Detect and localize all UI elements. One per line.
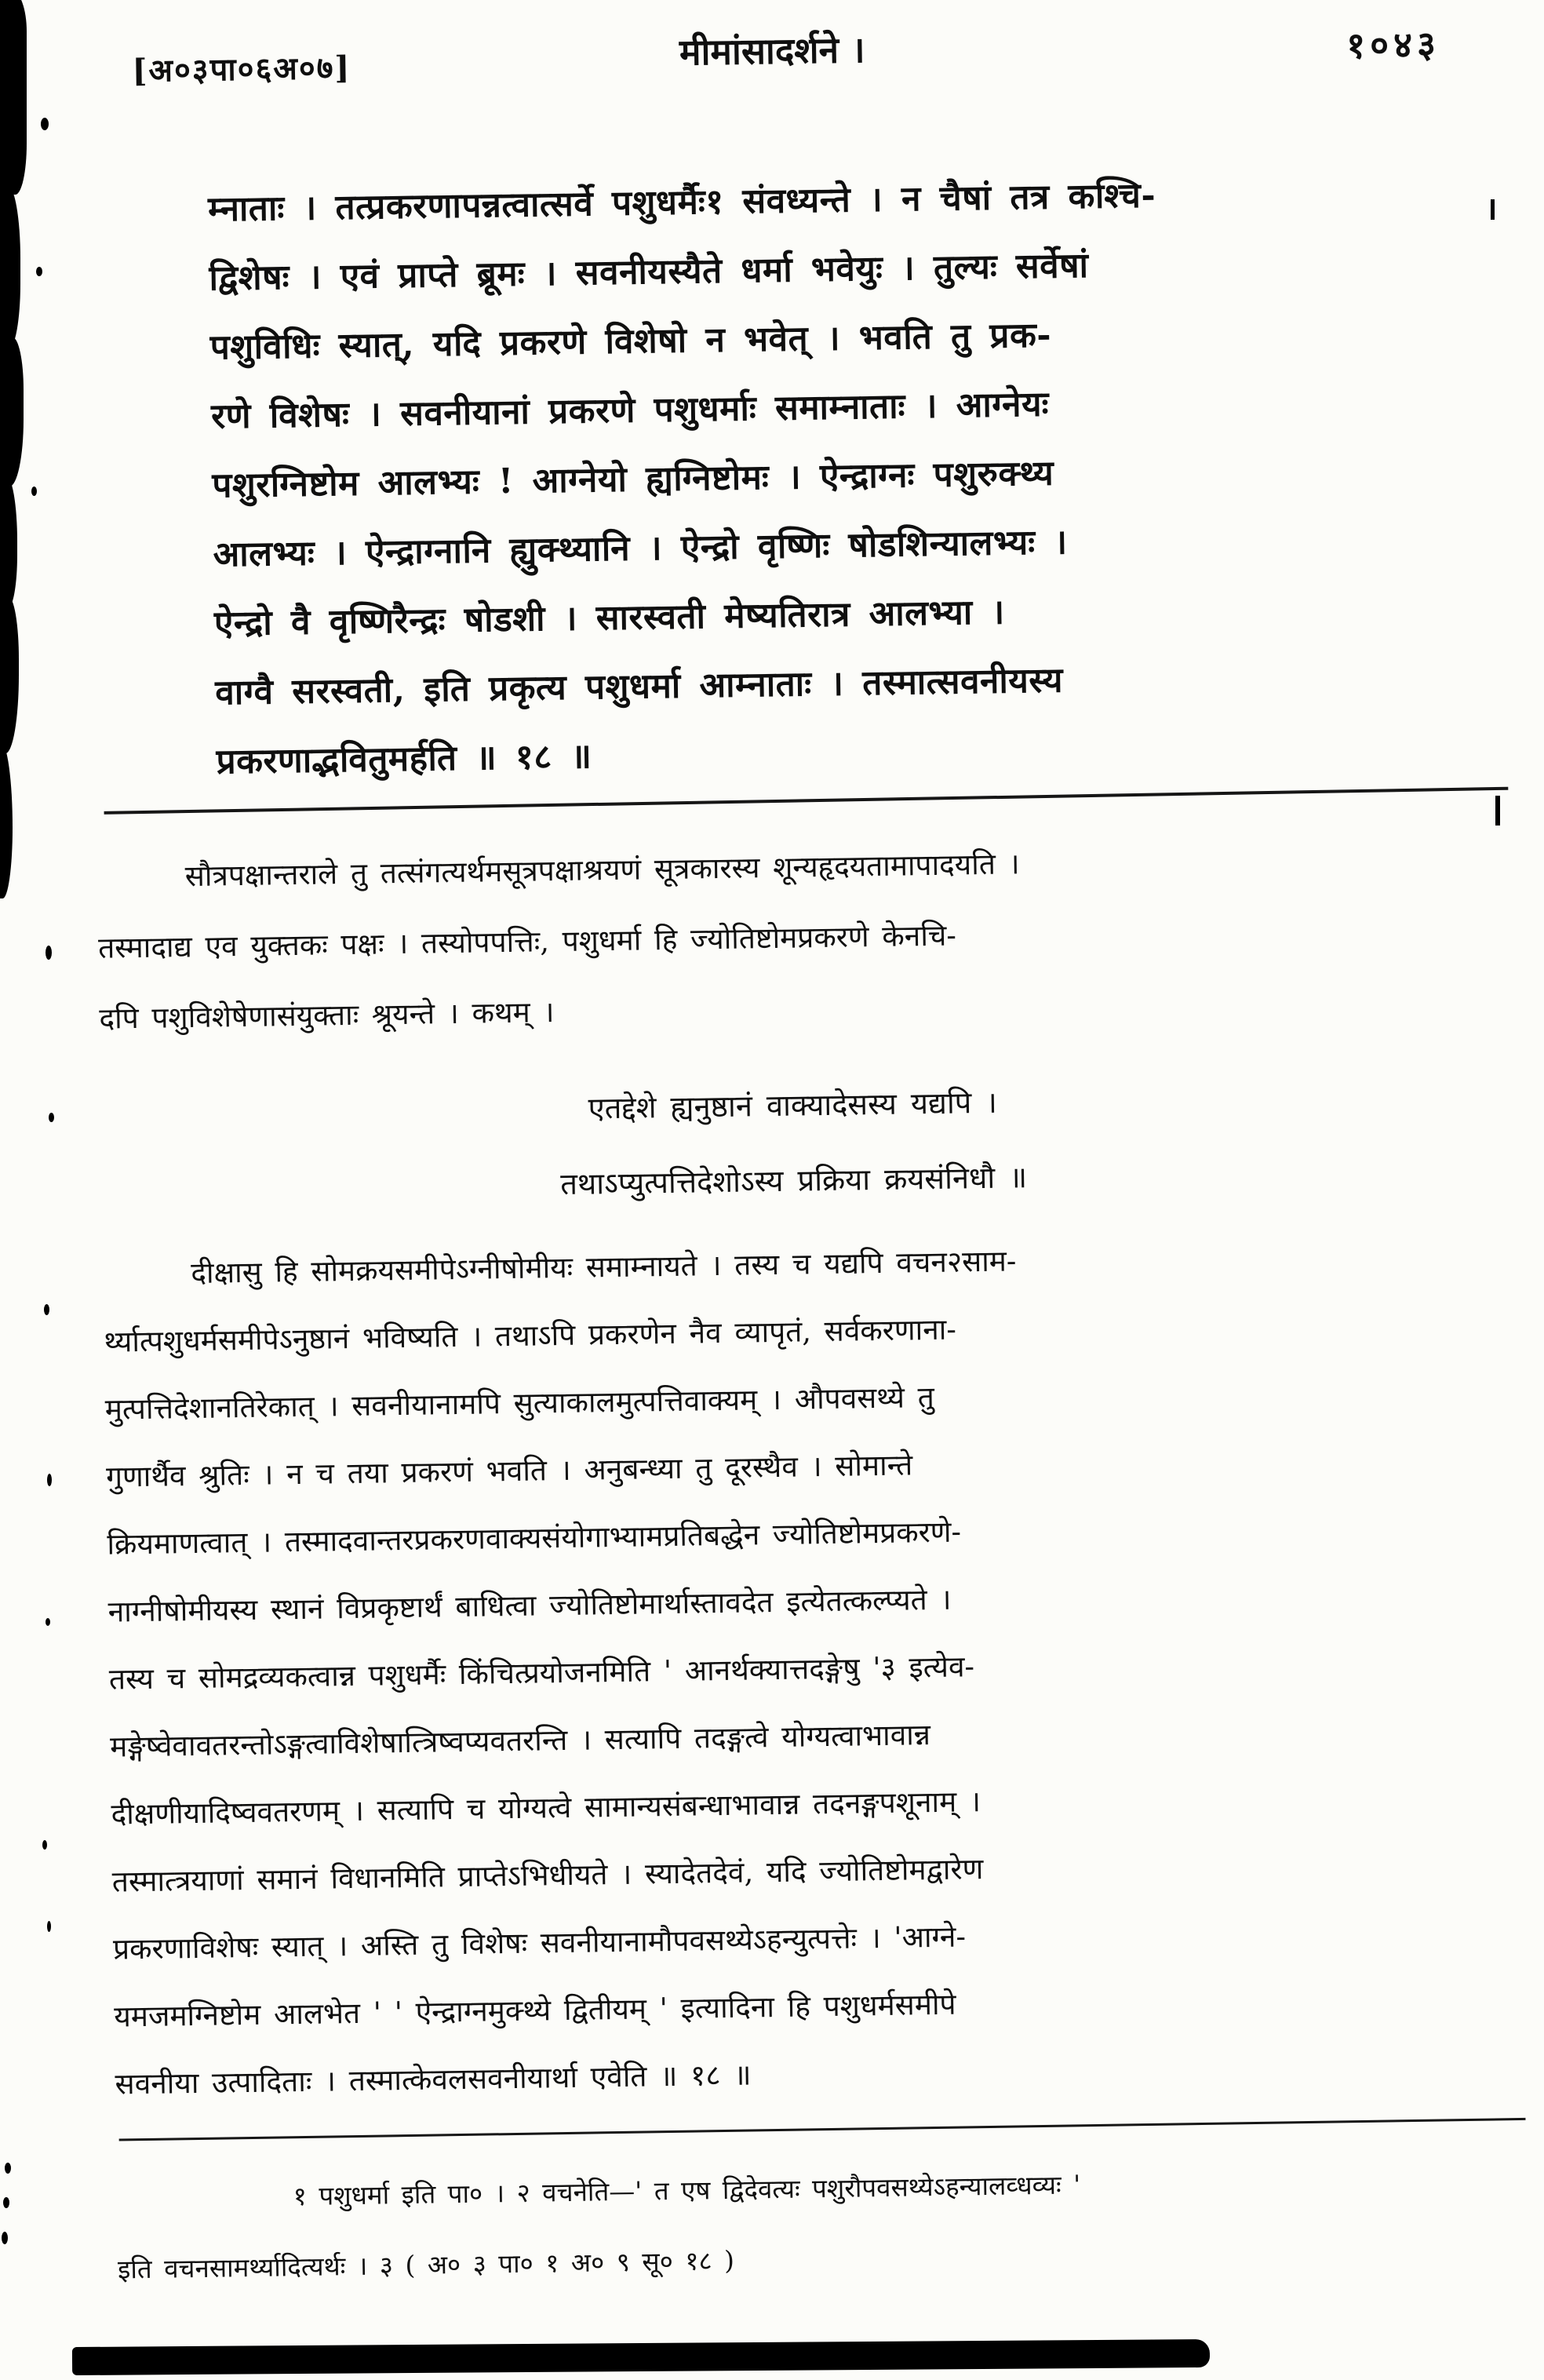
commentary-line: सौत्रपक्षान्तराले तु तत्संगत्यर्थमसूत्रपक्षाश्रयणं सूत्रकारस्य शून्यहृदयतामापादयति ।: [184, 847, 1020, 894]
scan-speck: [42, 1840, 47, 1850]
commentary-line: सवनीया उत्पादिताः । तस्मात्केवलसवनीयार्था एवेति ॥ १८ ॥: [115, 2057, 752, 2101]
bhashya-line: पशुविधिः स्यात्, यदि प्रकरणे विशेषो न भवेत् । भवति तु प्रक-: [209, 315, 1052, 368]
commentary-line: दपि पशुविशेषेणासंयुक्ताः श्रूयन्ते । कथम् ।: [99, 995, 555, 1036]
scan-artifact-bracket-mark: [0, 66, 20, 74]
scan-artifact-bracket-mark: [13, 22, 20, 72]
scan-speck: [46, 946, 52, 960]
scan-speck: [41, 118, 49, 130]
scan-artifact-right-tick: [1491, 199, 1495, 220]
footnotes-block: [116, 2142, 1544, 2305]
scan-speck: [31, 487, 37, 496]
footnote-line: इति वचनसामर्थ्यादित्यर्थः । ३ ( अ० ३ पा० १ अ० ९ सू० १८ ): [117, 2244, 735, 2285]
footnote-line: १ पशुधर्मा इति पा० । २ वचनेति—' त एष द्विदेवत्यः पशुरौपवसथ्येऽहन्यालव्धव्यः ': [293, 2169, 1081, 2212]
bhashya-line: रणे विशेषः । सवनीयानां प्रकरणे पशुधर्माः समाम्नाताः । आग्नेयः: [210, 384, 1050, 437]
scan-speck: [3, 2197, 9, 2208]
page-number: १०४३: [1346, 23, 1441, 67]
commentary-line: तस्मात्त्रयाणां समानं विधानमिति प्राप्तेऽभिधीयते । स्यादेतदेवं, यदि ज्योतिष्टोमद्वारेण: [111, 1852, 984, 1899]
bhashya-text-block: [208, 157, 1441, 796]
scan-speck: [49, 1113, 54, 1122]
bhashya-line: पशुरग्निष्टोम आलभ्यः ! आग्नेयो ह्यग्निष्टोमः । ऐन्द्राग्नः पशुरुक्थ्य: [212, 453, 1054, 506]
verse-line: तथाऽप्युत्पत्तिदेशोऽस्य प्रक्रिया क्रयसंनिधौ ॥: [559, 1160, 1028, 1202]
commentary-intro-block: [96, 822, 1535, 1055]
commentary-line: दीक्षासु हि सोमक्रयसमीपेऽग्नीषोमीयः समाम्नायते । तस्य च यद्यपि वचन२साम-: [190, 1244, 1017, 1291]
scan-speck: [46, 1618, 50, 1626]
header-section-ref: [अ०३पा०६अ०७]: [132, 49, 351, 89]
scan-speck: [5, 2163, 11, 2174]
commentary-line: तस्मादाद्य एव युक्तकः पक्षः । तस्योपपत्तिः, पशुधर्मा हि ज्योतिष्टोमप्रकरणे केनचि-: [97, 918, 957, 965]
commentary-line: प्रकरणाविशेषः स्यात् । अस्ति तु विशेषः सवनीयानामौपवसथ्येऽहन्युत्पत्तेः । 'आग्ने-: [112, 1919, 967, 1966]
commentary-body-block: [103, 1220, 1544, 2119]
scan-artifact-bracket-mark: [0, 20, 20, 28]
commentary-line: क्रियमाणत्वात् । तस्मादवान्तरप्रकरणवाक्यसंयोगाभ्यामप्रतिबद्धेन ज्योतिष्टोमप्रकरणे-: [107, 1514, 962, 1562]
bhashya-line: प्रकरणाद्भवितुमर्हति ॥ १८ ॥: [216, 736, 592, 782]
commentary-line: मङ्गेष्वेवावतरन्तोऽङ्गत्वाविशेषात्त्रिष्वप्यवतरन्ति । सत्यापि तदङ्गत्वे योग्यत्वाभावान्न: [109, 1718, 931, 1764]
commentary-line: मुत्पत्तिदेशानतिरेकात् । सवनीयानामपि सुत्याकालमुत्पत्तिवाक्यम् । औपवसथ्ये तु: [104, 1380, 935, 1427]
commentary-line: यमजमग्निष्टोम आलभेत ' ' ऐन्द्राग्नमुक्थ्ये द्वितीयम् ' इत्यादिना हि पशुधर्मसमीपे: [114, 1987, 956, 2034]
commentary-line: दीक्षणीयादिष्ववतरणम् । सत्यापि च योग्यत्वे सामान्यसंबन्धाभावान्न तदनङ्गपशूनाम् ।: [111, 1784, 981, 1831]
commentary-line: तस्य च सोमद्रव्यकत्वान्न पशुधर्मैः किंचित्प्रयोजनमिति ' आनर्थक्यात्तदङ्गेषु '३ इत्येव-: [108, 1649, 975, 1697]
commentary-line: नाग्नीषोमीयस्य स्थानं विप्रकृष्टार्थं बाधित्वा ज्योतिष्टोमार्थास्तावदेत इत्येतत्कल्प्यते ।: [107, 1582, 952, 1629]
scan-artifact-right-tick: [1495, 796, 1500, 826]
commentary-line: र्थ्यात्पशुधर्मसमीपेऽनुष्ठानं भविष्यति । तथाऽपि प्रकरणेन नैव व्यापृतं, सर्वकरणाना-: [104, 1312, 957, 1359]
scan-speck: [2, 2232, 8, 2244]
verse-block: [220, 1059, 1367, 1227]
scan-speck: [36, 267, 42, 276]
footnote-rule: [119, 2118, 1526, 2141]
commentary-line: गुणार्थैव श्रुतिः । न च तया प्रकरणं भवति । अनुबन्ध्या तु दूरस्थैव । सोमान्ते: [105, 1448, 913, 1494]
verse-line: एतद्देशे ह्यनुष्ठानं वाक्यादेसस्य यद्यपि ।: [588, 1084, 998, 1126]
scan-speck: [44, 1304, 49, 1315]
bhashya-line: म्नाताः । तत्प्रकरणापन्नत्वात्सर्वे पशुधर्मैः१ संवध्यन्ते । न चैषां तत्र कश्चि-: [207, 175, 1156, 230]
scan-speck: [47, 1474, 52, 1486]
bhashya-line: द्विशेषः । एवं प्राप्ते ब्रूमः । सवनीयस्यैते धर्मा भवेयुः । तुल्यः सर्वेषां: [209, 245, 1089, 299]
running-title: मीमांसादर्शने ।: [679, 28, 865, 74]
bhashya-line: वाग्वै सरस्वती, इति प्रकृत्य पशुधर्मा आम्नाताः । तस्मात्सवनीयस्य: [214, 660, 1064, 713]
bhashya-line: आलभ्यः । ऐन्द्राग्नानि ह्युक्थ्यानि । ऐन्द्रो वृष्णिः षोडशिन्यालभ्यः ।: [213, 522, 1068, 575]
scan-speck: [47, 1921, 51, 1932]
bhashya-line: ऐन्द्रो वै वृष्णिरैन्द्रः षोडशी । सारस्वती मेष्यतिरात्र आलभ्या ।: [213, 592, 1006, 644]
